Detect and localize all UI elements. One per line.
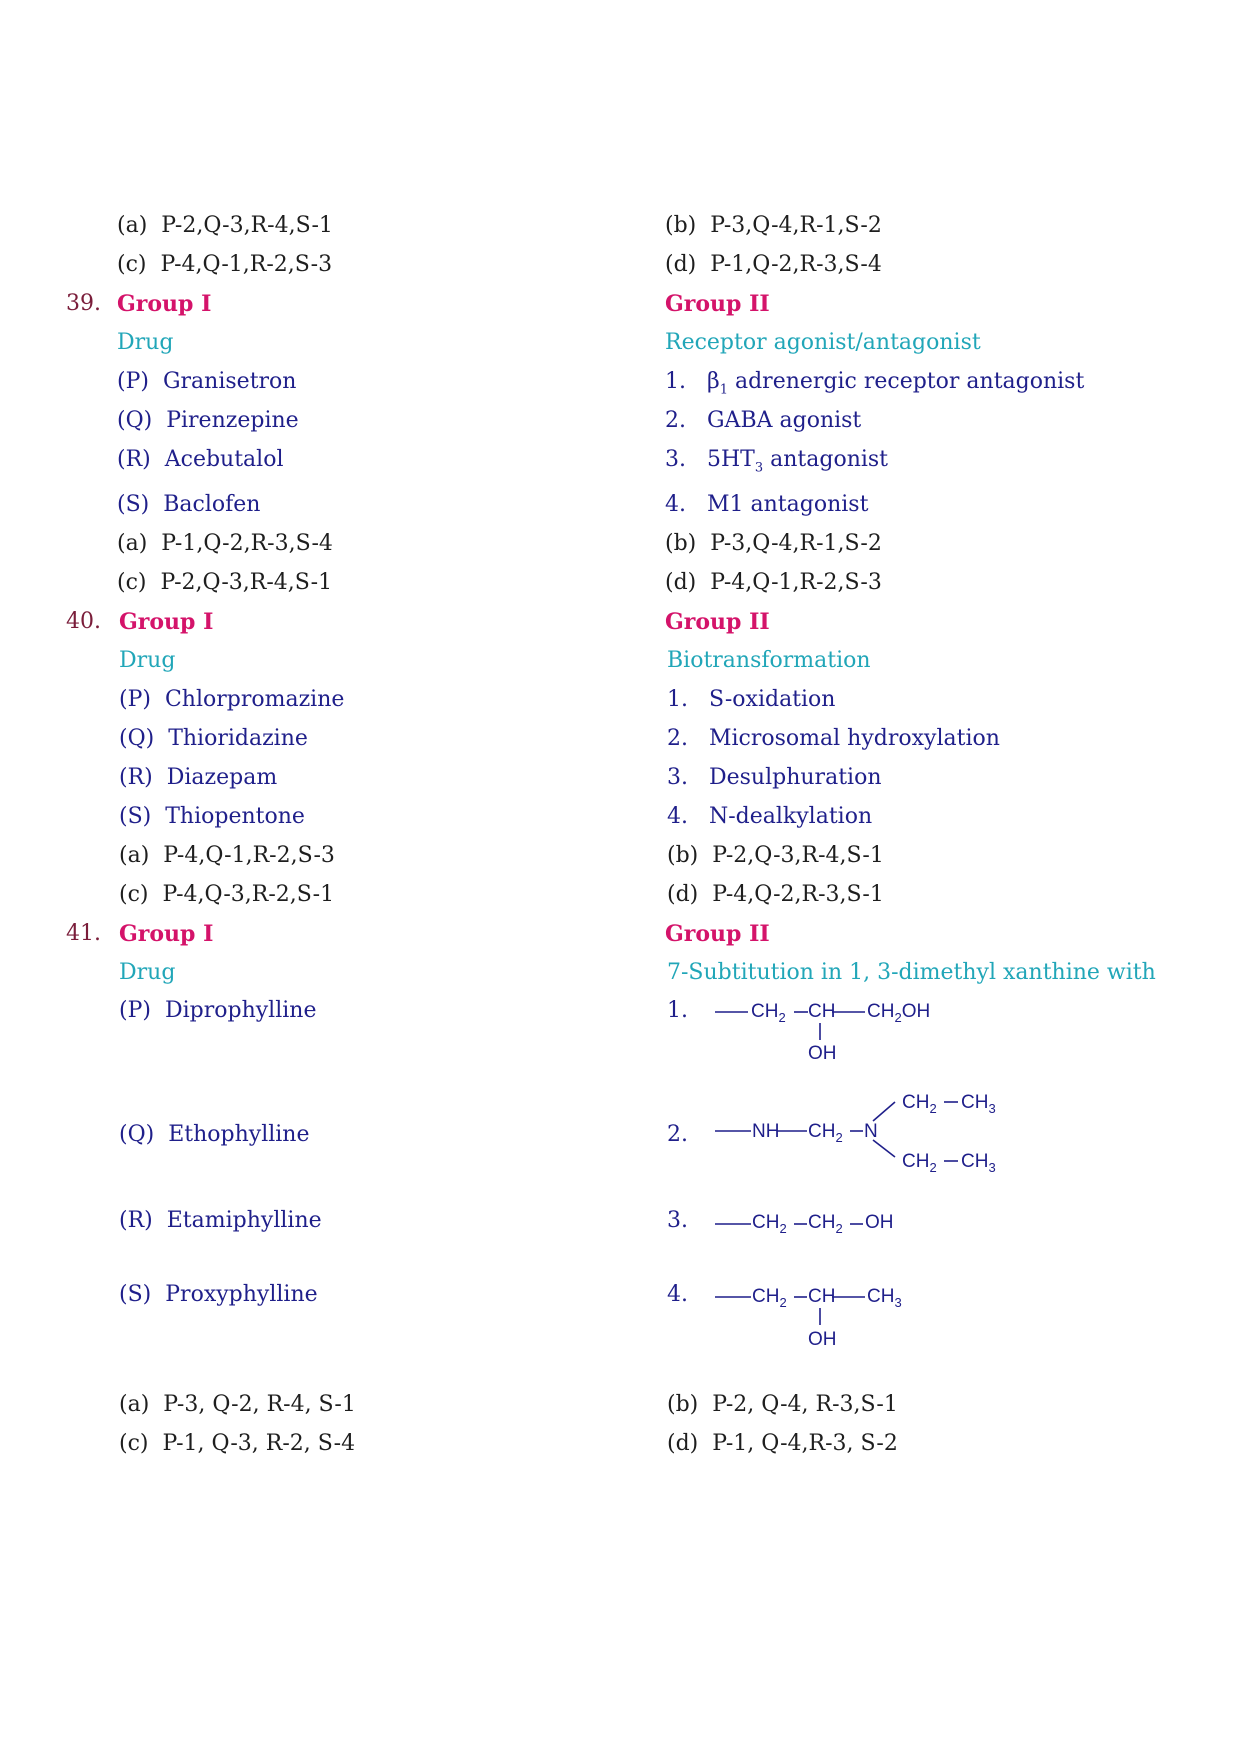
q39-option-d: (d) P-4,Q-1,R-2,S-3 [665, 570, 882, 595]
q41-group1-heading: Group I [119, 921, 214, 947]
q40-drug-q: (Q) Thioridazine [119, 726, 308, 751]
q41-drug-s: (S) Proxyphylline [119, 1282, 318, 1307]
q39-drug-q: (Q) Pirenzepine [117, 408, 299, 433]
q40-option-a: (a) P-4,Q-1,R-2,S-3 [119, 843, 335, 868]
q39-option-c: (c) P-2,Q-3,R-4,S-1 [117, 570, 333, 595]
q39-group2-heading: Group II [665, 291, 770, 317]
chem-group: $CH_2$ [752, 1212, 787, 1236]
q40-process-4: 4. N-dealkylation [667, 804, 873, 829]
q41-drug-r: (R) Etamiphylline [119, 1208, 322, 1233]
q38-option-c: (c) P-4,Q-1,R-2,S-3 [117, 252, 333, 277]
q41-group2-heading: Group II [665, 921, 770, 947]
chem-group: CH [808, 1286, 836, 1307]
q38-option-d: (d) P-1,Q-2,R-3,S-4 [665, 252, 882, 277]
chem-group: $CH_2$ [902, 1092, 937, 1116]
chem-group: $CH_2$ [808, 1212, 843, 1236]
q40-group2-heading: Group II [665, 609, 770, 635]
q40-drug-p: (P) Chlorpromazine [119, 687, 345, 712]
q39-drug-r: (R) Acebutalol [117, 447, 284, 472]
chem-group: $CH_2$ [751, 1001, 786, 1025]
q39-option-a: (a) P-1,Q-2,R-3,S-4 [117, 531, 333, 556]
q41-option-a: (a) P-3, Q-2, R-4, S-1 [119, 1392, 356, 1417]
q38-option-a: (a) P-2,Q-3,R-4,S-1 [117, 213, 333, 238]
q41-option-d: (d) P-1, Q-4,R-3, S-2 [667, 1431, 898, 1456]
q41-col2-heading: 7-Subtitution in 1, 3-dimethyl xanthine with [667, 960, 1156, 985]
q40-number: 40. [66, 609, 101, 634]
q39-receptor-4: 4. M1 antagonist [665, 492, 869, 517]
chem-group: $CH_3$ [961, 1151, 996, 1175]
q40-col1-heading: Drug [119, 648, 176, 673]
q41-number: 41. [66, 921, 101, 946]
q39-col1-heading: Drug [117, 330, 174, 355]
q39-drug-p: (P) Granisetron [117, 369, 297, 394]
q40-process-2: 2. Microsomal hydroxylation [667, 726, 1000, 751]
q39-number: 39. [66, 291, 101, 316]
q40-drug-r: (R) Diazepam [119, 765, 278, 790]
q39-receptor-1: 1. $\beta_1$ adrenergic receptor antagonist [665, 369, 1085, 398]
chem-group: $CH_3$ [961, 1092, 996, 1116]
q39-group1-heading: Group I [117, 291, 212, 317]
q38-option-b: (b) P-3,Q-4,R-1,S-2 [665, 213, 882, 238]
q41-subst-num-2: 2. [667, 1122, 688, 1147]
chem-group: $CH_2$ [902, 1151, 937, 1175]
q41-subst-num-1: 1. [667, 998, 688, 1023]
q41-option-b: (b) P-2, Q-4, R-3,S-1 [667, 1392, 898, 1417]
q40-col2-heading: Biotransformation [667, 648, 871, 673]
q40-option-d: (d) P-4,Q-2,R-3,S-1 [667, 882, 884, 907]
chem-group: OH [808, 1043, 837, 1064]
chem-group: $CH_2$ [808, 1121, 843, 1145]
q39-drug-s: (S) Baclofen [117, 492, 261, 517]
q41-col1-heading: Drug [119, 960, 176, 985]
chem-group: N [864, 1121, 878, 1142]
q40-group1-heading: Group I [119, 609, 214, 635]
q39-receptor-3: 3. $5HT_3$ antagonist [665, 447, 889, 476]
chem-group: $CH_3$ [867, 1286, 902, 1310]
q41-subst-num-3: 3. [667, 1208, 688, 1233]
q40-process-3: 3. Desulphuration [667, 765, 882, 790]
chem-group: CH [808, 1001, 836, 1022]
chem-group: $CH_2$ [752, 1286, 787, 1310]
chem-group: $CH_2OH$ [867, 1001, 931, 1025]
q39-receptor-2: 2. GABA agonist [665, 408, 862, 433]
q41-option-c: (c) P-1, Q-3, R-2, S-4 [119, 1431, 356, 1456]
q40-option-b: (b) P-2,Q-3,R-4,S-1 [667, 843, 884, 868]
q39-col2-heading: Receptor agonist/antagonist [665, 330, 981, 355]
bond [873, 1102, 895, 1121]
q40-option-c: (c) P-4,Q-3,R-2,S-1 [119, 882, 335, 907]
chem-group: OH [865, 1212, 894, 1233]
q40-drug-s: (S) Thiopentone [119, 804, 305, 829]
q41-subst-num-4: 4. [667, 1282, 688, 1307]
q41-drug-q: (Q) Ethophylline [119, 1122, 310, 1147]
q39-option-b: (b) P-3,Q-4,R-1,S-2 [665, 531, 882, 556]
q41-drug-p: (P) Diprophylline [119, 998, 317, 1023]
q40-process-1: 1. S-oxidation [667, 687, 836, 712]
chem-group: NH [752, 1121, 780, 1142]
chem-group: OH [808, 1329, 837, 1350]
